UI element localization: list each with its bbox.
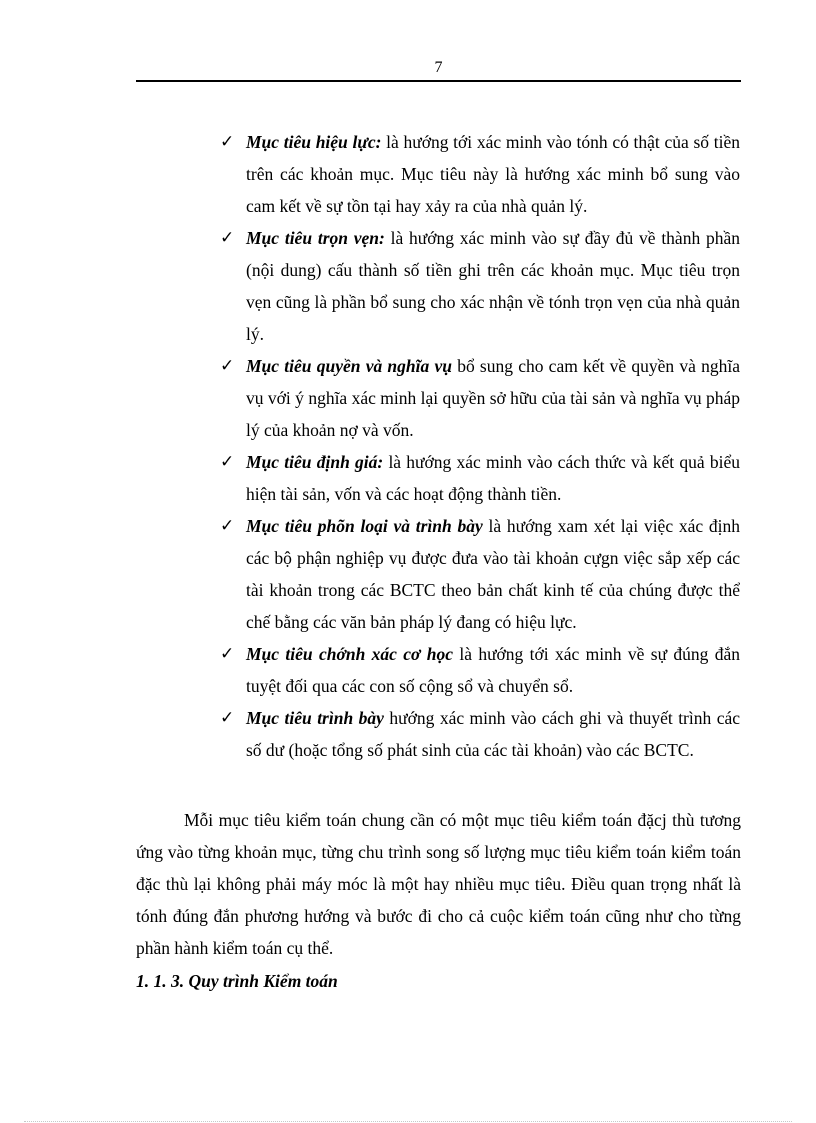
objectives-list: [220, 126, 740, 766]
objective-term: Mục tiêu trọn vẹn:: [246, 228, 385, 248]
objective-item: [220, 446, 740, 510]
objective-text: bổ sung cho cam kết về quyền và nghĩa vụ với ý nghĩa xác minh lại quyền sở hữu của tài sản và nghĩa vụ pháp lý của khoản nợ và vốn.: [246, 356, 740, 440]
objective-item: [220, 126, 740, 222]
checkmark-icon: ✓: [220, 644, 235, 664]
section-heading: 1. 1. 3. Quy trình Kiểm toán: [136, 971, 338, 991]
objective-text: là hướng xam xét lại việc xác định các bộ phận nghiệp vụ được đưa vào tài khoản cựgn việc sắp xếp các tài khoản trong các BCTC theo bản chất kinh tế của chúng được thể chế bằng các văn bản pháp lý đang có hiệu lực.: [246, 516, 740, 632]
objective-term: Mục tiêu trình bày: [246, 708, 384, 728]
page-number: 7: [434, 59, 443, 76]
checkmark-icon: ✓: [220, 228, 235, 248]
objective-text: là hướng xác minh vào cách thức và kết quả biểu hiện tài sản, vốn và các hoạt động thành tiền.: [246, 452, 740, 504]
body-paragraph: Mỗi mục tiêu kiểm toán chung cần có một mục tiêu kiểm toán đặcj thù tương ứng vào từng khoản mục, từng chu trình song số lượng mục tiêu kiểm toán kiểm toán đặc thù lại không phải máy móc là một hay nhiều mục tiêu. Điều quan trọng nhất là tónh đúng đắn phương hướng và bước đi cho cả cuộc kiểm toán cũng như cho từng phần hành kiểm toán cụ thể.: [136, 810, 741, 958]
checkmark-icon: ✓: [220, 132, 235, 152]
checkmark-icon: ✓: [220, 708, 235, 728]
objective-term: Mục tiêu định giá:: [246, 452, 384, 472]
checkmark-icon: ✓: [220, 356, 235, 376]
objective-term: Mục tiêu chớnh xác cơ học: [246, 644, 454, 664]
header-rule: [136, 80, 741, 82]
objective-text: là hướng xác minh vào sự đầy đủ về thành phần (nội dung) cấu thành số tiền ghi trên các khoản mục. Mục tiêu trọn vẹn cũng là phần bổ sung cho xác nhận về tónh trọn vẹn của nhà quản lý.: [246, 228, 740, 344]
objective-item: [220, 350, 740, 446]
checkmark-icon: ✓: [220, 452, 235, 472]
objective-item: [220, 638, 740, 702]
objective-text: hướng xác minh vào cách ghi và thuyết trình các số dư (hoặc tổng số phát sinh của các tài khoản) vào các BCTC.: [246, 708, 740, 760]
objective-text: là hướng tới xác minh về sự đúng đắn tuyệt đối qua các con số cộng sổ và chuyển sổ.: [246, 644, 740, 696]
objective-term: Mục tiêu hiệu lực:: [246, 132, 382, 152]
objective-term: Mục tiêu phõn loại và trình bày: [246, 516, 483, 536]
objective-item: [220, 510, 740, 638]
objective-term: Mục tiêu quyền và nghĩa vụ: [246, 356, 452, 376]
objective-item: [220, 702, 740, 766]
checkmark-icon: ✓: [220, 516, 235, 536]
objective-item: [220, 222, 740, 350]
objective-text: là hướng tới xác minh vào tónh có thật của số tiền trên các khoản mục. Mục tiêu này là hướng xác minh bổ sung vào cam kết về sự tồn tại hay xảy ra của nhà quản lý.: [246, 132, 740, 216]
footer-dotted-rule: [24, 1121, 792, 1122]
